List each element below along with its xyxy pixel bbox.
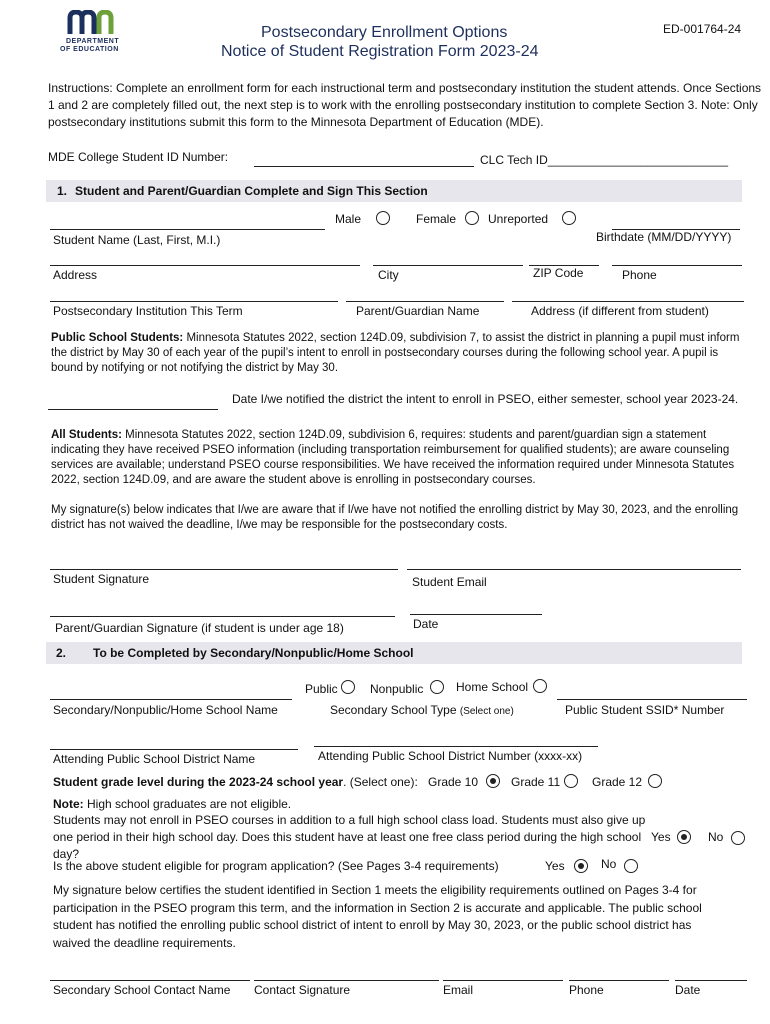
free-no-radio[interactable] — [731, 831, 745, 845]
female-radio[interactable] — [465, 211, 479, 225]
district-name-field[interactable] — [50, 749, 298, 750]
eligible-question: Is the above student eligible for program application? (See Pages 3-4 requirements) — [53, 859, 499, 873]
contact-email-field[interactable] — [443, 980, 563, 981]
city-label: City — [378, 268, 399, 282]
parent-address-label: Address (if different from student) — [531, 304, 709, 318]
city-field[interactable] — [373, 265, 523, 266]
phone-label: Phone — [622, 268, 657, 282]
home-school-label: Home School — [456, 680, 529, 694]
section1-header — [46, 180, 742, 202]
school-type-label — [330, 703, 514, 719]
student-email-label: Student Email — [412, 575, 487, 589]
parent-signature-field[interactable] — [50, 616, 395, 617]
all-text: Minnesota Statutes 2022, section 124D.09, subdivision 6, requires: students and parent/guardian sign a statement indicating they have received PSEO information (including transportation reimbursement for qualified students); are aware counseling services are available; understand PSEO course responsibilities. We have received the information required under Minnesota Statutes 2022, section 124D.09, and are aware the student above is enrolling in postsecondary courses. — [51, 429, 735, 486]
select-one: (Select one) — [459, 706, 514, 717]
section1-title: Student and Parent/Guardian Complete and Sign This Section — [75, 184, 428, 198]
address-field[interactable] — [50, 265, 360, 266]
school-name-field[interactable] — [50, 699, 292, 700]
grade12-radio[interactable] — [648, 774, 662, 788]
grade-question — [53, 775, 418, 789]
section2-title: To be Completed by Secondary/Nonpublic/Home School — [93, 646, 414, 660]
public-text: Minnesota Statutes 2022, section 124D.09, subdivision 7, to assist the district in planning a pupil must inform the district by May 30 of each year of the pupil’s intent to enroll in postsecondary courses during the following school year. A pupil is bound by notifying or not notifying the district by May 30. — [51, 332, 740, 374]
doc-id: ED-001764-24 — [663, 22, 742, 36]
clc-tech-id[interactable]: CLC Tech ID___________________________ — [480, 153, 728, 167]
school-name-label: Secondary/Nonpublic/Home School Name — [53, 703, 278, 717]
instructions: Instructions: Complete an enrollment form for each instructional term and postsecondary institution the student attends. Once Sections 1 and 2 are completely filled out, the next step is to work with the enrolling postsecondary institution to complete Section 3. Note: Only postsecondary institutions submit this form to the Minnesota Department of Education (MDE). — [48, 81, 762, 129]
contact-email-label: Email — [443, 983, 474, 997]
logo-line2: OF EDUCATION — [60, 46, 119, 53]
parent-name-field[interactable] — [346, 301, 504, 302]
section2-header — [46, 642, 742, 664]
contact-date-label: Date — [675, 983, 701, 997]
note-text: High school graduates are not eligible. — [83, 797, 292, 811]
nonpublic-label: Nonpublic — [370, 682, 424, 696]
grade12-label: Grade 12 — [592, 775, 643, 789]
note-line — [53, 797, 291, 811]
date-label: Date — [413, 617, 439, 631]
unreported-radio[interactable] — [562, 211, 576, 225]
date-notified-label: Date I/we notified the district the intent to enroll in PSEO, either semester, school year 2023-24. — [232, 392, 739, 406]
male-radio[interactable] — [376, 211, 390, 225]
signature-paragraph: My signature(s) below indicates that I/we are aware that if I/we have not notified the enrolling district by May 30, 2023, and the enrolling district has not waived the deadline, I/we may be responsible for the postsecondary costs. — [51, 504, 739, 531]
grade-bold: Student grade level during the 2023-24 school year — [53, 775, 344, 789]
parent-name-label: Parent/Guardian Name — [356, 304, 480, 318]
male-label: Male — [335, 212, 362, 226]
eligible-yes-radio[interactable] — [574, 859, 588, 873]
date-notified-field[interactable] — [48, 409, 218, 410]
home-school-radio[interactable] — [533, 679, 547, 693]
phone-field[interactable] — [612, 265, 742, 266]
grade11-label: Grade 11 — [511, 775, 561, 789]
student-email-field[interactable] — [407, 569, 741, 570]
district-number-field[interactable] — [314, 746, 598, 747]
note-bold: Note: — [53, 797, 84, 811]
grade10-radio[interactable] — [486, 774, 500, 788]
date-field[interactable] — [410, 614, 542, 615]
birthdate-label: Birthdate (MM/DD/YYYY) — [596, 230, 732, 244]
mde-logo — [58, 10, 130, 54]
public-bold: Public School Students: — [51, 332, 184, 344]
district-name-label: Attending Public School District Name — [53, 752, 256, 766]
ssid-field[interactable] — [557, 699, 747, 700]
contact-date-field[interactable] — [675, 980, 747, 981]
student-signature-label: Student Signature — [53, 572, 150, 586]
public-label: Public — [305, 682, 338, 696]
zip-label: ZIP Code — [533, 266, 584, 280]
contact-name-field[interactable] — [50, 980, 250, 981]
public-students-paragraph — [51, 331, 751, 376]
grade11-radio[interactable] — [564, 774, 578, 788]
student-name-label: Student Name (Last, First, M.I.) — [53, 233, 221, 247]
grade-rest: . (Select one): — [343, 775, 418, 789]
page-title-1: Postsecondary Enrollment Options — [261, 24, 508, 41]
eligible-no-label: No — [601, 857, 617, 871]
section1-num: 1. — [57, 184, 68, 198]
parent-signature-label: Parent/Guardian Signature (if student is under age 18) — [55, 621, 344, 635]
female-label: Female — [416, 212, 457, 226]
mde-id-field[interactable] — [254, 166, 474, 167]
all-bold: All Students: — [51, 429, 122, 441]
all-students-paragraph — [51, 428, 751, 488]
district-number-label: Attending Public School District Number (xxxx-xx) — [318, 749, 583, 763]
contact-name-label: Secondary School Contact Name — [53, 983, 231, 997]
institution-label: Postsecondary Institution This Term — [53, 304, 243, 318]
student-name-field[interactable] — [50, 229, 325, 230]
ssid-label: Public Student SSID* Number — [565, 703, 725, 717]
address-label: Address — [53, 268, 98, 282]
school-type-text: Secondary School Type — [330, 703, 457, 717]
page-title-2: Notice of Student Registration Form 2023-24 — [221, 43, 539, 60]
eligible-yes-label: Yes — [545, 859, 565, 873]
nonpublic-radio[interactable] — [430, 680, 444, 694]
logo-line1: DEPARTMENT — [66, 38, 120, 45]
certify-paragraph: My signature below certifies the student identified in Section 1 meets the eligibility requirements outlined on Pages 3-4 for participation in the PSEO program this term, and the information in Section 2 is accurate and applicable. The public school student has notified the enrolling public school district of intent to enroll by May 30, 2023, or the public school district has waived the deadline requirements. — [53, 883, 702, 950]
free-yes-radio[interactable] — [677, 830, 691, 844]
parent-address-field[interactable] — [512, 301, 744, 302]
student-signature-field[interactable] — [50, 569, 398, 570]
free-yes-label: Yes — [651, 830, 671, 844]
public-radio[interactable] — [341, 680, 355, 694]
mn-logo-icon — [58, 10, 130, 36]
section2-num: 2. — [56, 646, 67, 660]
free-period-question: Students may not enroll in PSEO courses in addition to a full high school class load. Students must also give up one period in their high school day. Does this student have at least one free class period during the high school day? — [53, 813, 646, 861]
institution-field[interactable] — [50, 301, 338, 302]
eligible-no-radio[interactable] — [624, 859, 638, 873]
unreported-label: Unreported — [488, 212, 549, 226]
mde-id-label: MDE College Student ID Number: — [48, 150, 229, 164]
contact-signature-label: Contact Signature — [254, 983, 351, 997]
grade10-label: Grade 10 — [428, 775, 479, 789]
free-no-label: No — [708, 830, 724, 844]
contact-phone-field[interactable] — [569, 980, 669, 981]
contact-phone-label: Phone — [569, 983, 604, 997]
contact-signature-field[interactable] — [254, 980, 439, 981]
